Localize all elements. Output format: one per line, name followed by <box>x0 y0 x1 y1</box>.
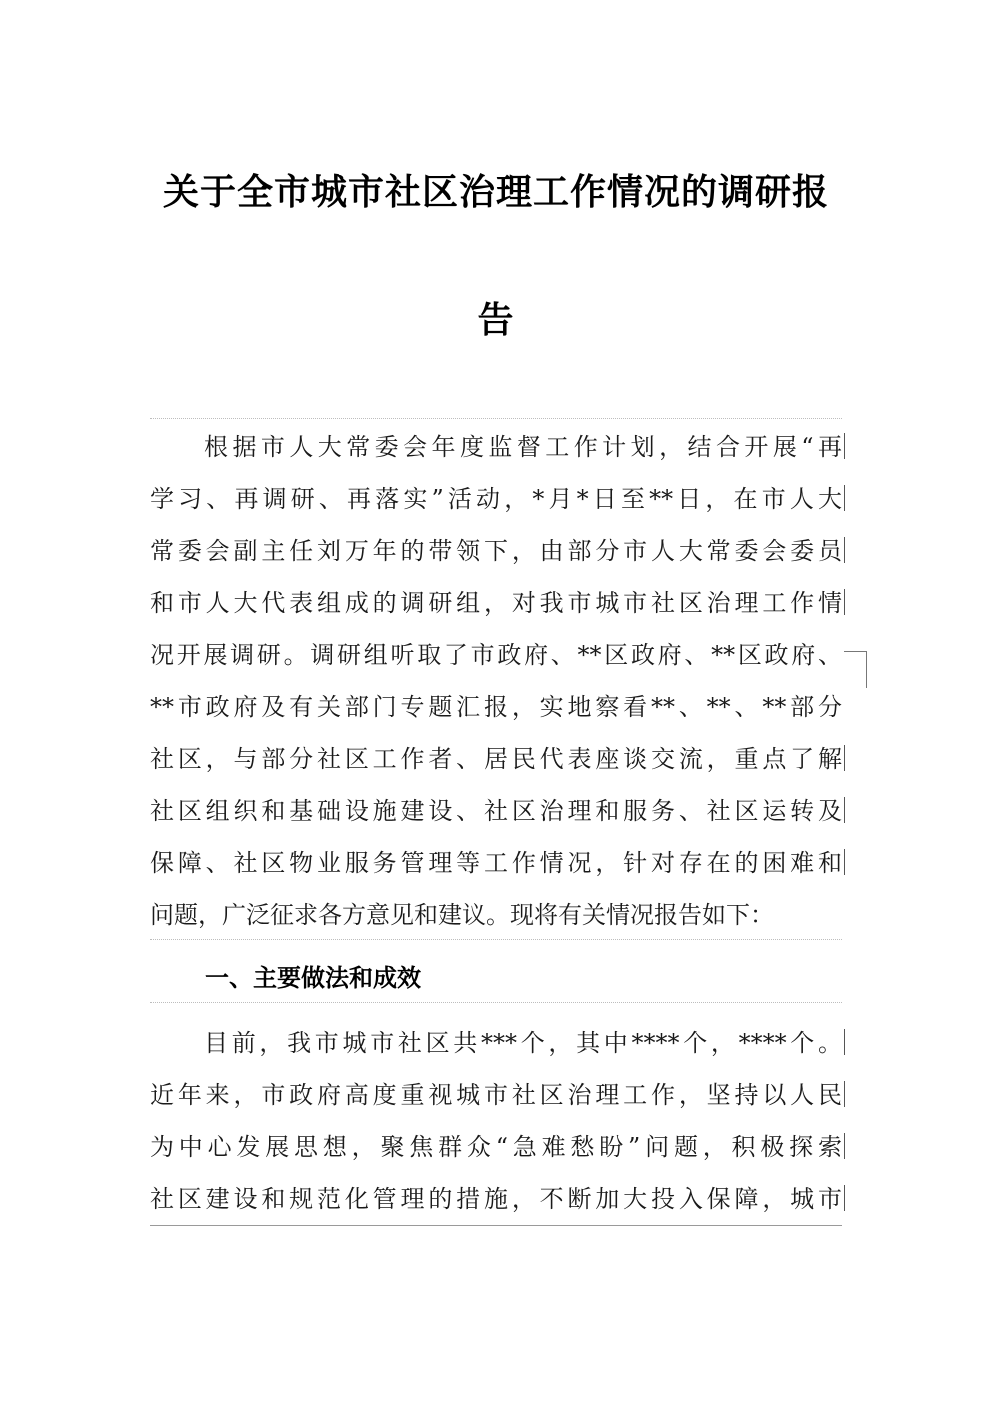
line-end-marker <box>844 1029 845 1055</box>
paragraph-line: **市政府及有关部门专题汇报，实地察看**、**、**部分 <box>150 693 842 721</box>
line-end-marker <box>844 485 845 511</box>
paragraph-line: 根据市人大常委会年度监督工作计划，结合开展“再 <box>204 433 842 461</box>
line-end-marker <box>844 849 845 875</box>
line-end-marker <box>844 537 845 563</box>
line-end-marker <box>844 1133 845 1159</box>
paragraph-line: 问题，广泛征求各方意见和建议。现将有关情况报告如下： <box>150 901 774 929</box>
paragraph-line: 学习、再调研、再落实”活动，*月*日至**日，在市人大 <box>150 485 842 513</box>
paragraph-line: 目前，我市城市社区共***个，其中****个，****个。 <box>204 1029 842 1057</box>
paragraph-line: 社区建设和规范化管理的措施，不断加大投入保障，城市 <box>150 1185 842 1213</box>
document-title-line-2: 告 <box>477 300 515 341</box>
paragraph-line: 社区组织和基础设施建设、社区治理和服务、社区运转及 <box>150 797 842 825</box>
paragraph-line: 况开展调研。调研组听取了市政府、**区政府、**区政府、 <box>150 641 842 669</box>
paragraph-line: 社区，与部分社区工作者、居民代表座谈交流，重点了解 <box>150 745 842 773</box>
paragraph-intro <box>150 418 842 940</box>
paragraph-line: 近年来，市政府高度重视城市社区治理工作，坚持以人民 <box>150 1081 842 1109</box>
paragraph-section1 <box>150 1002 842 1226</box>
paragraph-line: 常委会副主任刘万年的带领下，由部分市人大常委会委员 <box>150 537 842 565</box>
line-end-marker <box>844 797 845 823</box>
paragraph-line: 为中心发展思想，聚焦群众“急难愁盼”问题，积极探索 <box>150 1133 842 1161</box>
line-end-marker <box>844 745 845 771</box>
line-end-corner-marker <box>844 651 867 688</box>
paragraph-line: 和市人大代表组成的调研组，对我市城市社区治理工作情 <box>150 589 842 617</box>
line-end-marker <box>844 589 845 615</box>
line-end-marker <box>844 1185 845 1211</box>
line-end-marker <box>844 1081 845 1107</box>
section-heading: 一、主要做法和成效 <box>205 964 421 992</box>
line-end-marker <box>844 433 845 459</box>
paragraph-line: 保障、社区物业服务管理等工作情况，针对存在的困难和 <box>150 849 842 877</box>
document-title-line-1: 关于全市城市社区治理工作情况的调研报 <box>162 172 829 213</box>
